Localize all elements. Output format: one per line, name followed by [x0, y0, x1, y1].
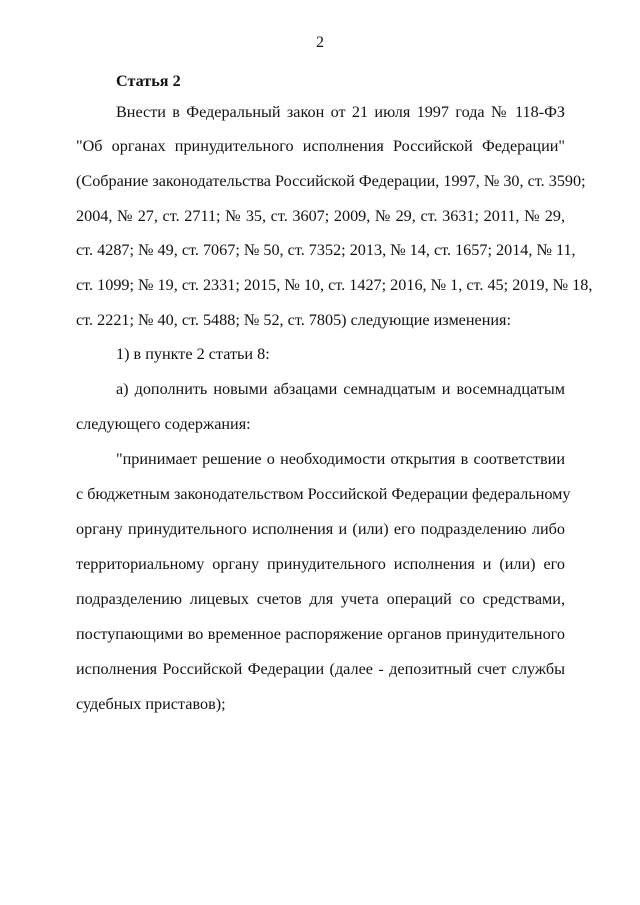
text-line-2: "Об органах принудительного исполнения Российской Федерации": [76, 137, 565, 155]
text-line-5: ст. 4287; № 49, ст. 7067; № 50, ст. 7352; 2013, № 14, ст. 1657; 2014, № 11,: [76, 241, 576, 259]
quoted-line-4: территориальному органу принудительного исполнения и (или) его: [76, 555, 565, 573]
subitem-a-line-2: следующего содержания:: [76, 415, 251, 433]
quoted-line-5: подразделению лицевых счетов для учета операций со средствами,: [76, 590, 565, 608]
text-line-7: ст. 2221; № 40, ст. 5488; № 52, ст. 7805) следующие изменения:: [76, 311, 511, 329]
quoted-line-2: с бюджетным законодательством Российской Федерации федеральному: [76, 485, 571, 503]
quoted-line-8: судебных приставов);: [76, 695, 226, 713]
quoted-line-7: исполнения Российской Федерации (далее - депозитный счет службы: [76, 660, 565, 678]
subitem-a-line-1: а) дополнить новыми абзацами семнадцатым и восемнадцатым: [116, 380, 565, 398]
text-line-6: ст. 1099; № 19, ст. 2331; 2015, № 10, ст. 1427; 2016, № 1, ст. 45; 2019, № 18,: [76, 276, 593, 294]
article-heading: Статья 2: [116, 72, 181, 90]
list-item-1: 1) в пункте 2 статьи 8:: [116, 345, 270, 363]
quoted-line-3: органу принудительного исполнения и (или) его подразделению либо: [76, 520, 565, 538]
quoted-line-6: поступающими во временное распоряжение органов принудительного: [76, 625, 565, 643]
quoted-line-1: "принимает решение о необходимости открытия в соответствии: [116, 450, 565, 468]
text-line-3: (Собрание законодательства Российской Федерации, 1997, № 30, ст. 3590;: [76, 172, 586, 190]
text-line-1: Внести в Федеральный закон от 21 июля 1997 года № 118-ФЗ: [116, 103, 565, 121]
text-line-4: 2004, № 27, ст. 2711; № 35, ст. 3607; 2009, № 29, ст. 3631; 2011, № 29,: [76, 207, 565, 225]
page-number: 2: [316, 34, 324, 51]
